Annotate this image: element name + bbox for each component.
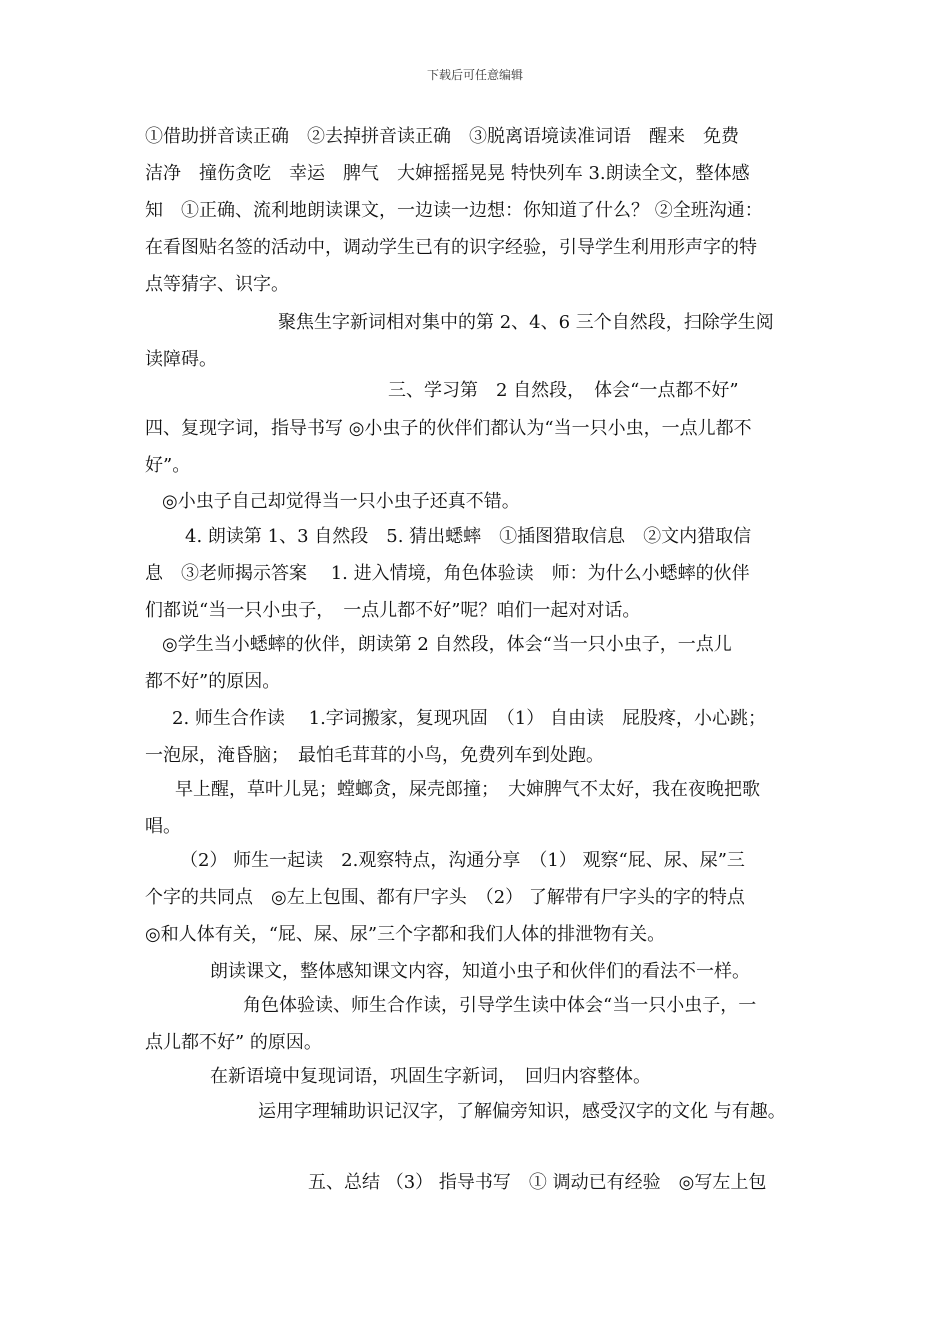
text-line: 息 ③老师揭示答案 1. 进入情境，角色体验读 师：为什么小蟋蟀的伙伴 — [145, 563, 750, 584]
text-line: 4. 朗读第 1、3 自然段 5. 猜出蟋蟀 ①插图猎取信息 ②文内猎取信 — [185, 526, 752, 547]
text-line: 角色体验读、师生合作读，引导学生读中体会“当一只小虫子，一 — [243, 995, 757, 1016]
text-line: 点等猜字、识字。 — [145, 274, 289, 295]
text-line: ◎学生当小蟋蟀的伙伴，朗读第 2 自然段，体会“当一只小虫子，一点儿 — [162, 634, 732, 655]
page-header: 下载后可任意编辑 — [426, 68, 523, 82]
text-line: 早上醒，草叶儿晃；螳螂贪，屎壳郎撞； 大婶脾气不太好，我在夜晚把歌 — [175, 779, 760, 800]
text-line: 聚焦生字新词相对集中的第 2、4、6 三个自然段，扫除学生阅 — [278, 312, 774, 333]
text-line: 运用字理辅助识记汉字，了解偏旁知识，感受汉字的文化 与有趣。 — [258, 1101, 786, 1122]
section-heading: 五、总结 （3） 指导书写 ① 调动已有经验 ◎写左上包 — [308, 1172, 767, 1193]
text-line: ①借助拼音读正确 ②去掉拼音读正确 ③脱离语境读准词语 醒来 免费 — [145, 126, 739, 147]
text-line: 在新语境中复现词语，巩固生字新词， 回归内容整体。 — [210, 1066, 651, 1087]
text-line: 个字的共同点 ◎左上包围、都有尸字头 （2） 了解带有尸字头的字的特点 — [145, 887, 745, 908]
text-line: 洁净 撞伤贪吃 幸运 脾气 大婶摇摇晃晃 特快列车 3.朗读全文，整体感 — [145, 163, 750, 184]
text-line: （2） 师生一起读 2.观察特点，沟通分享 （1） 观察“屁、尿、屎”三 — [180, 850, 745, 871]
text-line: ◎和人体有关，“屁、屎、尿”三个字都和我们人体的排泄物有关。 — [145, 924, 666, 945]
section-heading: 三、学习第 2 自然段， 体会“一点都不好” — [388, 380, 739, 401]
text-line: 知 ①正确、流利地朗读课文，一边读一边想：你知道了什么？ ②全班沟通： — [145, 200, 763, 221]
text-line: 读障碍。 — [145, 349, 217, 370]
text-line: 唱。 — [145, 816, 181, 837]
section-heading: 四、复现字词，指导书写 ◎小虫子的伙伴们都认为“当一只小虫，一点儿都不 — [145, 418, 752, 439]
text-line: 朗读课文，整体感知课文内容，知道小虫子和伙伴们的看法不一样。 — [210, 961, 750, 982]
text-line: 好”。 — [145, 455, 191, 476]
text-line: 一泡尿，淹昏脑； 最怕毛茸茸的小鸟，免费列车到处跑。 — [145, 745, 604, 766]
text-line: ◎小虫子自己却觉得当一只小虫子还真不错。 — [162, 491, 520, 512]
text-line: 点儿都不好” 的原因。 — [145, 1032, 322, 1053]
text-line: 2. 师生合作读 1.字词搬家，复现巩固 （1） 自由读 屁股疼，小心跳； — [172, 708, 766, 729]
text-line: 在看图贴名签的活动中，调动学生已有的识字经验，引导学生利用形声字的特 — [145, 237, 757, 258]
text-line: 都不好”的原因。 — [145, 671, 281, 692]
text-line: 们都说“当一只小虫子， 一点儿都不好”呢？咱们一起对对话。 — [145, 600, 641, 621]
